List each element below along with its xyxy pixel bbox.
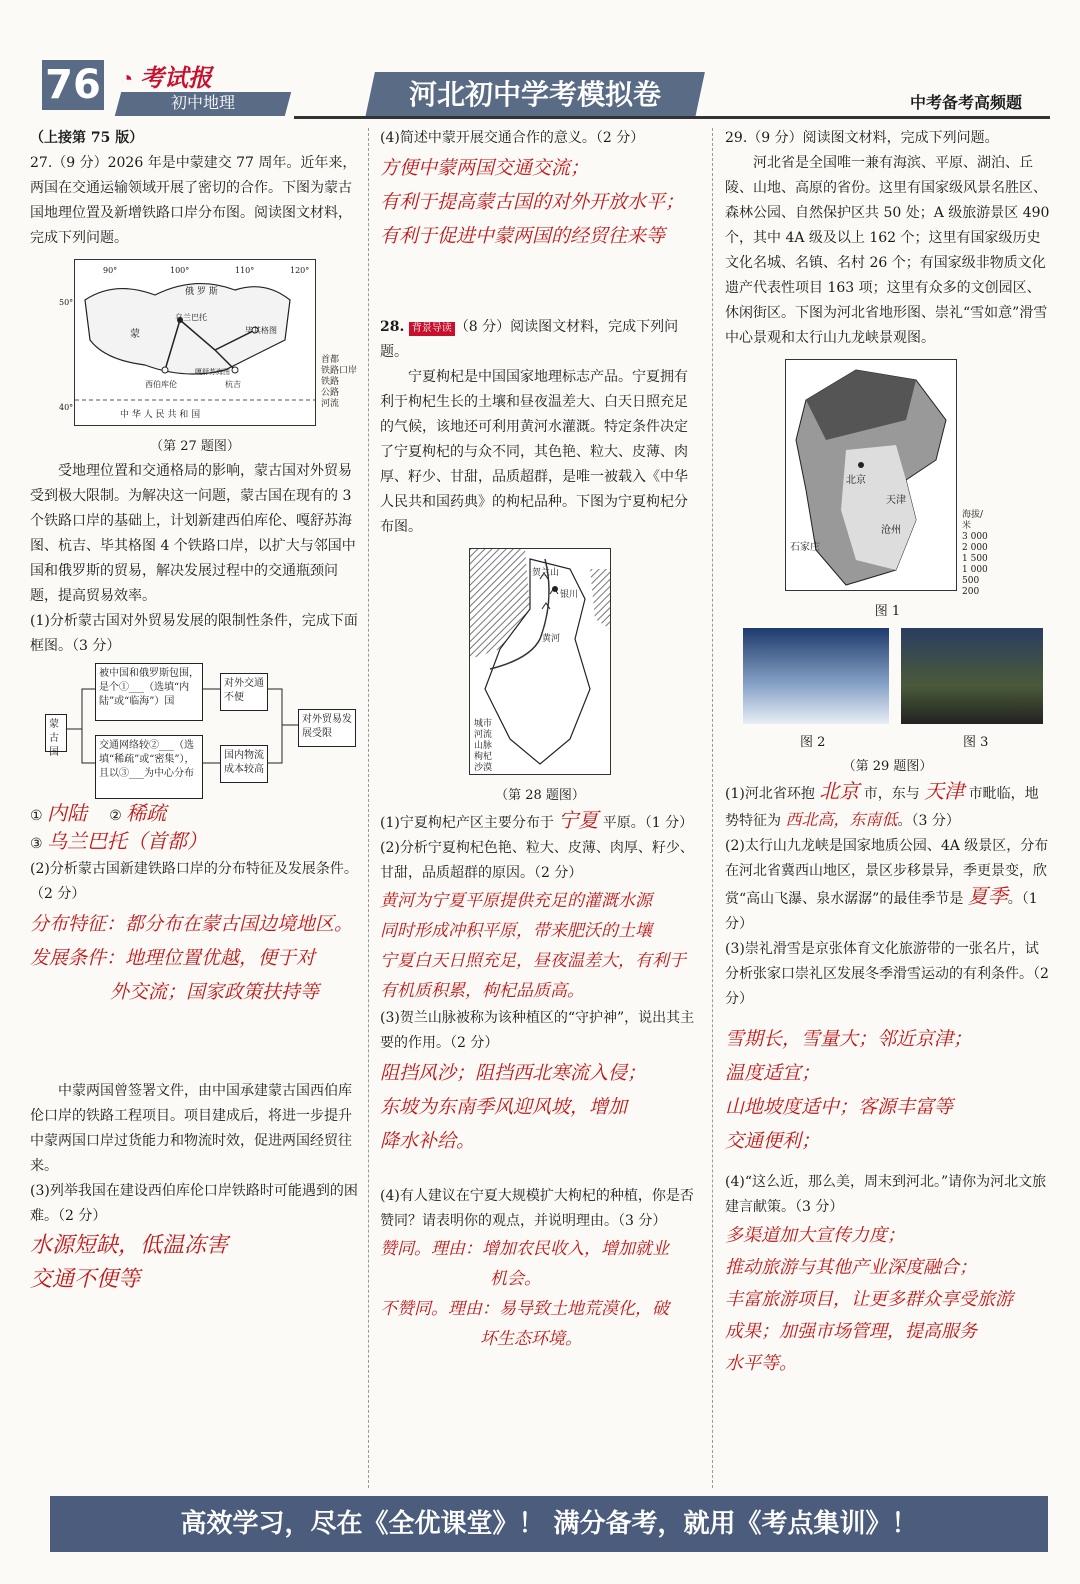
header-right-label: 中考备考高频题	[910, 93, 1023, 112]
handwritten-answer: 成果；加强市场管理，提高服务	[725, 1321, 977, 1342]
q29-3: (3)崇礼滑雪是京张体育文化旅游带的一张名片，试分析张家口崇礼区发展冬季滑雪运动的有利条件。（2 分）	[725, 941, 1049, 1007]
q28-1: (1)宁夏枸杞产区主要分布于 宁夏 平原。（1 分）	[380, 808, 694, 832]
handwritten-answer: 发展条件：地理位置优越，便于对	[30, 947, 316, 969]
map-label: 中 华 人 民 共 和 国	[120, 410, 201, 420]
handwritten-answer: 交通不便等	[30, 1267, 141, 1292]
canyon-photo	[901, 628, 1043, 724]
map-label: 天津	[886, 495, 906, 506]
map-legend: 首都 铁路口岸 铁路 公路 河流	[321, 355, 358, 409]
handwritten-answer: 天津	[924, 779, 965, 803]
map-label: 石家庄	[790, 542, 820, 553]
handwritten-answer: 多渠道加大宣传力度；	[725, 1225, 905, 1246]
handwritten-answer: 雪期长，雪量大；邻近京津；	[725, 1028, 973, 1050]
handwritten-answer: 阻挡风沙；阻挡西北寒流入侵；	[380, 1062, 647, 1084]
map-label: 乌兰巴托	[175, 313, 207, 322]
fig1-caption: 图 1	[874, 604, 901, 619]
map-label: 50°	[59, 298, 74, 307]
map-label: 120°	[290, 266, 310, 275]
q28-3: (3)贺兰山脉被称为该种植区的“守护神”，说出其主要的作用。（2 分）	[380, 1010, 695, 1051]
q29-intro: 29.（9 分）阅读图文材料，完成下列问题。	[725, 130, 999, 146]
page-number: 76	[42, 60, 104, 110]
header-rule	[294, 116, 1050, 119]
q27-material: 受地理位置和交通格局的影响，蒙古国对外贸易受到极大限制。为解决这一问题，蒙古国在现有的 3 个铁路口岸的基础上，计划新建西伯库伦、嘎舒苏海图、杭吉、毕其格图 4 个铁路口岸，以扩大与邻国中国和俄罗斯的贸易，解决发展过程中的交通瓶颈问题，提高贸易效率。	[30, 463, 356, 604]
q27-3: (3)列举我国在建设西伯库伦口岸铁路时可能遇到的困难。（2 分）	[30, 1183, 358, 1224]
map-label: 西伯库伦	[145, 380, 177, 389]
diagram-box2: 交通网络较②___（选填“稀疏”或“密集”），且以③___为中心分布	[95, 735, 203, 799]
map-legend: 城市 河流 山脉 枸杞 沙漠	[474, 719, 493, 773]
page-banner: 河北初中学考模拟卷	[365, 72, 705, 118]
q27-intro: 27.（9 分）2026 年是中蒙建交 77 周年。近年来，两国在交通运输领域开展了密切的合作。下图为蒙古国地理位置及新增铁路口岸分布图。阅读图文材料，完成下列问题。	[30, 155, 357, 246]
handwritten-answer: 交通便利；	[725, 1130, 821, 1152]
handwritten-answer: 山地坡度适中；客源丰富等	[725, 1096, 954, 1118]
handwritten-answer: 西北高，东南低	[785, 810, 898, 829]
handwritten-answer: 东坡为东南季风迎风坡，增加	[380, 1096, 628, 1118]
handwritten-answer: 宁夏白天日照充足，昼夜温差大，有利于	[380, 951, 686, 971]
q28-2: (2)分析宁夏枸杞色艳、粒大、皮薄、肉厚、籽少、甘甜，品质超群的原因。（2 分）	[380, 840, 694, 881]
handwritten-answer: 降水补给。	[380, 1130, 476, 1152]
map-label: 110°	[235, 266, 255, 275]
map-label: 蒙	[130, 329, 140, 340]
column-3	[725, 126, 1050, 1380]
handwritten-answer: 夏季	[967, 884, 1008, 908]
mongolia-map	[59, 259, 358, 426]
photo-row	[725, 624, 1050, 754]
handwritten-answer: 有利于提高蒙古国的对外开放水平；	[380, 191, 685, 213]
diagram-mid1: 对外交通不便	[220, 673, 268, 711]
q29-material: 河北省是全国唯一兼有海滨、平原、湖泊、丘陵、山地、高原的省份。这里有国家级风景名胜区、森林公园、自然保护区共 50 处；A 级旅游景区 490 个，其中 4A 级及以上 162 个；这里有国家级历史文化名城、名镇、名村 26 个；有国家级非物质文化遗产代表性项目 163 项；这里有众多的文创园区、休闲街区。下图为河北省地形图、崇礼“雪如意”滑雪中心景观和太行山九龙峡景观图。	[725, 155, 1050, 346]
ningxia-map	[469, 548, 611, 775]
map-label: 100°	[170, 266, 190, 275]
handwritten-answer: 水源短缺，低温冻害	[30, 1233, 229, 1258]
map-legend: 海拔/米 3 000 2 000 1 500 1 000 500 200	[962, 510, 988, 597]
handwritten-answer: 北京	[819, 779, 860, 803]
handwritten-answer: 机会。	[490, 1269, 541, 1289]
diagram-left: 蒙古国	[45, 714, 67, 752]
q28-material: 宁夏枸杞是中国国家地理标志产品。宁夏拥有利于枸杞生长的土壤和昼夜温差大、白天日照充足的气候，该地还可利用黄河水灌溉。特定条件决定了宁夏枸杞的与众不同，其色艳、粒大、皮薄、肉厚、籽少、甘甜，品质超群，是唯一被载入《中华人民共和国药典》的枸杞品种。下图为宁夏枸杞分布图。	[380, 369, 688, 535]
column-1	[30, 126, 360, 1297]
fig29-caption: （第 29 题图）	[842, 759, 933, 774]
ski-photo	[743, 628, 889, 724]
q29-1: (1)河北省环抱 北京 市，东与 天津 市毗临，地势特征为 西北高，东南低。（3 分）	[725, 779, 1039, 829]
handwritten-answer: 宁夏	[558, 808, 599, 832]
map-label: 毕其格图	[245, 326, 277, 335]
handwritten-answer: 稀疏	[126, 801, 167, 825]
handwritten-answer: 有利于促进中蒙两国的经贸往来等	[380, 225, 666, 247]
fig2-caption: 图 2	[800, 735, 826, 750]
hebei-map	[785, 359, 988, 597]
column-divider	[368, 128, 369, 1488]
q27-4: (4)简述中蒙开展交通合作的意义。（2 分）	[380, 130, 645, 146]
q27-material-2: 中蒙两国曾签署文件，由中国承建蒙古国西伯库伦口岸的铁路工程项目。项目建成后，将进一步提升中蒙两国口岸过货能力和物流时效，促进两国经贸往来。	[30, 1083, 352, 1174]
map-label: 俄 罗 斯	[185, 287, 218, 297]
handwritten-answer: 丰富旅游项目，让更多群众享受旅游	[725, 1289, 1013, 1310]
subject-tag: 初中地理	[115, 92, 291, 116]
map-label: 黄河	[542, 634, 561, 644]
fig28-caption: （第 28 题图）	[495, 788, 585, 803]
column-divider	[712, 128, 713, 1488]
q29-4: (4)“这么近，那么美，周末到河北。”请你为河北文旅建言献策。（3 分）	[725, 1174, 1047, 1215]
fig27-caption: （第 27 题图）	[150, 439, 240, 454]
handwritten-answer: 内陆	[47, 801, 88, 825]
handwritten-answer: 赞同。理由：增加农民收入，增加就业	[380, 1239, 669, 1259]
diagram-box1: 被中国和俄罗斯包围，是个①___（选填“内陆”或“临海”）国	[95, 663, 203, 721]
handwritten-answer: 外交流；国家政策扶持等	[110, 981, 320, 1003]
handwritten-answer: 乌兰巴托（首都）	[47, 829, 208, 853]
handwritten-answer: 推动旅游与其他产业深度融合；	[725, 1257, 977, 1278]
map-label: 银川	[560, 590, 579, 600]
flow-diagram	[30, 659, 360, 799]
q28-4: (4)有人建议在宁夏大规模扩大枸杞的种植，你是否赞同？请表明你的观点，并说明理由。（3 分）	[380, 1188, 694, 1229]
answers-row-2: ③ 乌兰巴托（首都）	[30, 829, 208, 853]
q27-1: (1)分析蒙古国对外贸易发展的限制性条件，完成下面框图。（3 分）	[30, 613, 358, 654]
handwritten-answer: 分布特征：都分布在蒙古国边境地区。	[30, 913, 354, 935]
handwritten-answer: 坏生态环境。	[480, 1329, 582, 1349]
map-label: 40°	[59, 403, 74, 412]
answers-row-1: ① 内陆 ② 稀疏	[30, 801, 167, 825]
handwritten-answer: 不赞同。理由：易导致土地荒漠化，破	[380, 1299, 669, 1319]
handwritten-answer: 有机质积累，枸杞品质高。	[380, 981, 584, 1001]
handwritten-answer: 方便中蒙两国交通交流；	[380, 157, 590, 179]
map-label: 90°	[103, 266, 118, 275]
diagram-mid2: 国内物流成本较高	[220, 745, 268, 783]
diagram-right: 对外贸易发展受限	[298, 709, 356, 747]
continued-note: （上接第 75 版）	[30, 130, 144, 146]
q27-2: (2)分析蒙古国新建铁路口岸的分布特征及发展条件。（2 分）	[30, 861, 358, 902]
handwritten-answer: 同时形成冲积平原，带来肥沃的土壤	[380, 921, 652, 941]
handwritten-answer: 温度适宜；	[725, 1062, 821, 1084]
map-label: 贺兰山	[532, 568, 560, 578]
map-label: 杭吉	[225, 380, 241, 389]
footer-banner: 高效学习，尽在《全优课堂》！ 满分备考，就用《考点集训》！	[50, 1496, 1048, 1552]
q28-heading: 28. 背景导读 （8 分）阅读图文材料，完成下列问题。	[380, 319, 679, 360]
fig3-caption: 图 3	[963, 735, 989, 750]
map-label: 沧州	[881, 525, 901, 536]
map-label: 嘎舒苏海图	[195, 368, 230, 376]
q29-2: (2)太行山九龙峡是国家地质公园、4A 级景区，分布在河北省冀西山地区，景区步移景异，季更景变，欣赏“高山飞瀑、泉水潺潺”的最佳季节是 夏季。（1 分）	[725, 838, 1049, 932]
column-2	[380, 126, 700, 1354]
handwritten-answer: 黄河为宁夏平原提供充足的灌溉水源	[380, 891, 652, 911]
brand-logo: ◔ 考试报	[120, 65, 212, 92]
q28-tag: 背景导读	[409, 322, 455, 336]
handwritten-answer: 水平等。	[725, 1353, 797, 1374]
map-label: 北京	[846, 475, 866, 486]
